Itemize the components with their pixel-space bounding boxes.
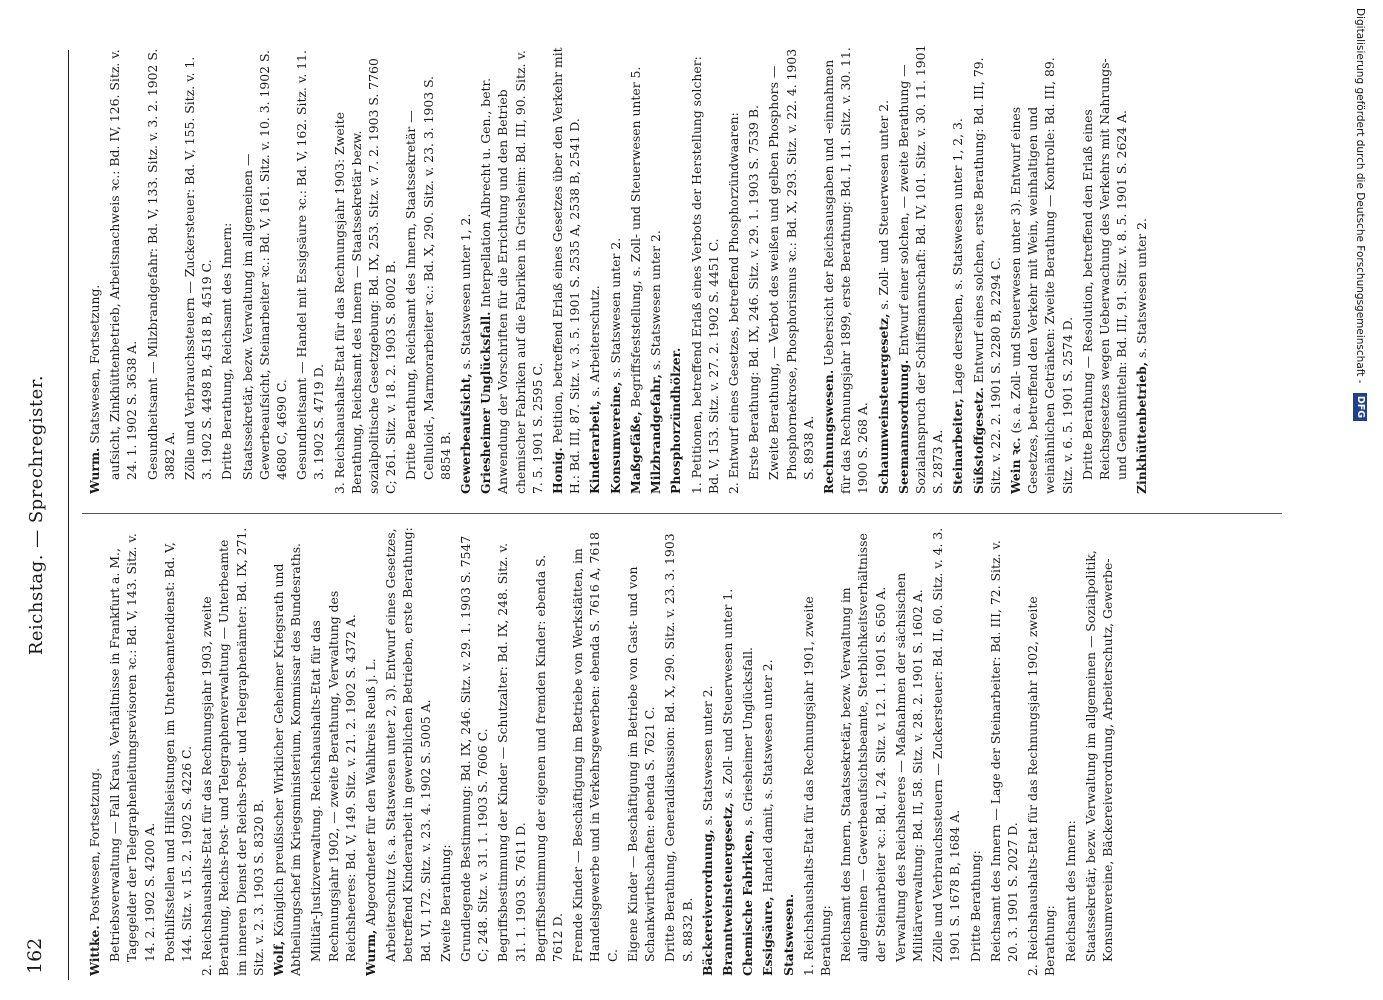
entry-text: Erste Berathung: Bd. IX, 246. Sitz. v. 29. 1. 1903 S. 7539 B. xyxy=(746,105,762,480)
register-entry xyxy=(382,526,434,976)
entry-heading: Maßgefäße, xyxy=(627,411,643,494)
register-entry xyxy=(624,526,658,976)
entry-text: 2. Reichshaushalts-Etat für das Rechnungsjahr 1903, zweite Berathung, Reichs-Post- und Telegraphenverwaltung — Unterbeamte im inneren Dienst der Reichs-Post- und Telegraphenämter: Bd. IX, 271. Sitz. v. 2. 3. 1903 S. 8320 B. xyxy=(199,527,266,976)
register-entry xyxy=(161,526,195,976)
register-entry xyxy=(688,44,722,494)
entry-heading: Schaumweinsteuergesetz, xyxy=(875,313,891,494)
register-entry xyxy=(895,44,947,494)
register-entry xyxy=(929,526,963,976)
entry-text: Gesundheitsamt — Milzbrandgefahr: Bd. V, 133. Sitz. v. 3. 2. 1902 S. 3882 A. xyxy=(144,48,177,480)
register-entry xyxy=(719,526,736,976)
register-entry xyxy=(647,44,664,494)
register-entry xyxy=(457,526,491,976)
entry-text: Reichsamt des Innern — Lage der Steinarbeiter: Bd. III, 72. Sitz. v. 20. 3. 1901 S. 2027 D. xyxy=(987,540,1020,962)
entry-heading: Wittke. xyxy=(87,925,102,976)
entry-text: Eigene Kinder — Beschäftigung im Betriebe von Gast- und von Schankwirthschaften: ebenda S. 7621 C. xyxy=(624,566,658,962)
entry-heading: Chemische Fabriken, xyxy=(740,829,756,976)
entry-text: Dritte Berathung, Reichsamt des Innern: xyxy=(219,222,235,480)
entry-text: s. Arbeiterschutz. xyxy=(587,285,603,397)
entry-heading: Kinderarbeit, xyxy=(587,400,603,494)
entry-text: 1. Reichshaushalts-Etat für das Rechnungsjahr 1901, zweite Berathung: xyxy=(800,596,833,976)
entry-heading: Wolf, xyxy=(271,940,287,976)
entry-text: Statswesen, Fortsetzung. xyxy=(87,284,102,444)
entry-text: Handel damit, s. Statswesen unter 2. xyxy=(760,659,776,893)
entry-heading: Honig. xyxy=(550,447,566,494)
entry-heading: Wurm. xyxy=(87,447,102,494)
entry-text: s. Zoll- und Steuerwesen unter 2. xyxy=(875,99,891,310)
side-note xyxy=(1350,8,1376,988)
register-entry xyxy=(293,44,327,494)
page-number: 162 xyxy=(24,937,46,974)
entry-text: aufsicht, Zinkhüttenbetrieb, Arbeitsnachweis ꝛc.: Bd. IV, 126. Sitz. v. 24. 1. 1902 S. 3638 A. xyxy=(107,49,140,480)
register-entry xyxy=(457,44,474,494)
register-entry xyxy=(106,44,140,494)
entry-text: Entwurf einer solchen, — zweite Berathung — Sozialanspruch der Schiffsmannschaft: Bd. IV, 101. Sitz. v. 30. 11. 1901 S. 2873 A. xyxy=(895,44,946,494)
entry-text: Reichsamt des Innern, Staatssekretär, bezw. Verwaltung im allgemeinen — Gewerbeaufsichtsbeamte, Sterblichkeitsverhältnisse der Steinarbeiter ꝛc.: Bd. I, 24. Sitz. v. 12. 1. 1901 S. 650 A. xyxy=(838,533,888,962)
entry-text: Begriffsbestimmung der Kinder — Schutzalter: Bd. IX, 248. Sitz. v. 31. 1. 1903 S. 7611 D. xyxy=(495,542,528,962)
entry-text: s. Statswesen unter 2. xyxy=(699,685,715,826)
entry-text: Begriffsfeststellung, s. Zoll- und Steuerwesen unter 5. xyxy=(627,66,643,408)
entry-heading: Zinkhüttenbetrieb, xyxy=(1134,361,1150,494)
register-entry xyxy=(607,44,624,494)
register-entry xyxy=(967,526,984,976)
entry-heading: Essigsäure, xyxy=(760,896,776,976)
register-entry xyxy=(739,526,756,976)
register-entry xyxy=(181,44,215,494)
entry-text: Dritte Berathung: xyxy=(967,850,983,962)
entry-heading: Griesheimer Unglücksfall. xyxy=(478,311,494,494)
entry-heading: Statswesen. xyxy=(780,893,796,976)
entry-text: Staatssekretär, bezw. Verwaltung im allgemeinen — Sozialpolitik, Konsumvereine, Bäckereiverordnung, Arbeiterschutz, Gewerbe- xyxy=(1082,550,1115,962)
entry-text: Staatssekretär, bezw. Verwaltung im allgemeinen — Gewerbeaufsicht, Steinarbeiter ꝛc.: Bd. V, 161. Sitz. v. 10. 3. 1902 S. 4680 C, 4690 C. xyxy=(239,50,290,480)
entry-text: Grundlegende Bestimmung: Bd. IX, 246. Sitz. v. 29. 1. 1903 S. 7547 C; 248. Sitz. v. 31. 1. 1903 S. 7606 C. xyxy=(458,535,491,962)
entry-text: Uebersicht der Reichsausgaben und -einnahmen für das Rechnungsjahr 1899, erste Berathung: Bd. I, 11. Sitz. v. 30. 11. 1900 S. 268 A. xyxy=(820,47,871,494)
left-column xyxy=(86,526,1366,976)
entry-text: Lage derselben, s. Statswesen unter 1, 2, 3. xyxy=(950,118,966,395)
register-entry xyxy=(549,44,583,494)
register-entry xyxy=(1079,44,1131,494)
entry-heading: Süßstoffgesetz. xyxy=(970,387,986,494)
register-entry xyxy=(437,526,454,976)
register-entry xyxy=(270,526,304,976)
entry-text: Betriebsverwaltung — Fall Kraus, Verhältnisse in Frankfurt a. M., Tagegelder der Telegraphenleitungsrevisoren ꝛc.: Bd. V, 143. Sitz. v. 14. 2. 1902 S. 4200 A. xyxy=(107,533,157,962)
entry-text: Zölle und Verbrauchssteuern — Zuckersteuer: Bd. II, 60. Sitz. v. 4. 3. 1901 S. 1678 B, 1684 A. xyxy=(930,527,963,962)
register-entry xyxy=(627,44,644,494)
entry-text: Interpellation Albrecht u. Gen., betr. Anwendung der Vorschriften für die Errichtung und den Betrieb chemischer Fabriken auf die Fabriken in Griesheim: Bd. III, 90. Sitz. v. 7. 5. 1901 S. 2595 C. xyxy=(478,50,545,494)
dfg-logo: DFG xyxy=(1353,393,1367,421)
entry-text: Postwesen, Fortsetzung. xyxy=(87,767,102,922)
register-entry xyxy=(875,44,892,494)
register-entry xyxy=(780,526,797,976)
register-entry xyxy=(970,44,1004,494)
register-entry xyxy=(477,44,546,494)
entry-text: Abgeordneter für den Wahlkreis Reuß j. L. xyxy=(363,658,379,926)
entry-heading: Rechnungswesen. xyxy=(820,369,836,494)
register-entry xyxy=(661,526,695,976)
register-entry xyxy=(1024,526,1058,976)
entry-text: s. Statswesen unter 2. xyxy=(607,237,623,378)
register-entry xyxy=(759,526,776,976)
entry-text: s. Zoll- und Steuerwesen unter 1. xyxy=(719,588,735,799)
register-entry xyxy=(569,526,621,976)
register-entry xyxy=(820,44,872,494)
entry-text: Zweite Berathung, — Verbot des weißen und gelben Phosphors — Phosphornekrose, Phosphorismus ꝛc.: Bd. X, 293. Sitz. v. 22. 4. 1903 S. 8938 A. xyxy=(766,48,816,480)
funding-note: Digitalisierung gefördert durch die Deutsche Forschungsgemeinschaft - xyxy=(1354,8,1366,384)
running-head: Reichstag. — Sprechregister. xyxy=(26,374,47,656)
register-entry xyxy=(800,526,834,976)
entry-text: Dritte Berathung, Generaldiskussion: Bd. X, 290. Sitz. v. 23. 3. 1903 S. 8832 B. xyxy=(662,533,695,962)
register-entry xyxy=(218,44,235,494)
register-entry xyxy=(144,44,178,494)
entry-text: s. Statswesen unter 2. xyxy=(1134,218,1150,358)
entry-heading: Branntweinsteuergesetz, xyxy=(719,802,735,976)
entry-text: 3. Reichshaushalts-Etat für das Rechnungsjahr 1903: Zweite Berathung, Reichsamt des Innern — Staatssekretär bezw. sozialpolitische Gesetzgebung: Bd. IX, 253. Sitz. v. 7. 2. 1903 S. 7760 C; 261. Sitz. v. 18. 2. 1903 S. 8002 B. xyxy=(331,58,399,494)
page-header xyxy=(12,50,69,980)
entry-text: Militär-Justizverwaltung. Reichshaushalts-Etat für das Rechnungsjahr 1902, — zweite Berathung, Verwaltung des Reichsheeres: Bd. V, 149. Sitz. v. 21. 2. 1902 S. 4372 A. xyxy=(308,590,358,962)
register-entry xyxy=(725,44,742,494)
register-entry xyxy=(86,526,103,976)
entry-heading: Gewerbeaufsicht, xyxy=(458,373,474,494)
register-entry xyxy=(837,526,889,976)
entry-text: Posthilfsstellen und Hilfsleistungen im Unterbeamtendienst: Bd. V, 144. Sitz. v. 15. 2. 1902 S. 4226 C. xyxy=(161,542,195,962)
register-entry xyxy=(949,44,966,494)
entry-heading: Wein ꝛc. xyxy=(1007,437,1023,494)
entry-text: Zweite Berathung: xyxy=(437,844,453,962)
entry-text: Fremde Kinder — Beschäftigung im Betriebe von Werkstätten, im Handelsgewerbe und in Verkehrsgewerben: ebenda S. 7616 A, 7618 C. xyxy=(570,531,620,962)
entry-text: Gesundheitsamt — Handel mit Essigsäure ꝛc.: Bd. V, 162. Sitz. v. 11. 3. 1902 S. 4719 D. xyxy=(294,50,327,480)
entry-text: 1. Petitionen, betreffend Erlaß eines Verbots der Herstellung solcher: Bd. V, 153. Sitz. v. 27. 2. 1902 S. 4451 C. xyxy=(688,56,721,494)
entry-heading: Seemannsordnung. xyxy=(895,359,911,494)
register-entry xyxy=(699,526,716,976)
register-entry xyxy=(667,44,684,494)
entry-text: Arbeiterschutz (s. a. Statswesen unter 2, 3). Entwurf eines Gesetzes, betreffend Kinderarbeit in gewerblichen Betrieben, erste Berathung: Bd. VI, 172. Sitz. v. 23. 4. 1902 S. 5005 A. xyxy=(383,527,433,962)
register-entry xyxy=(1082,526,1116,976)
register-entry xyxy=(745,44,762,494)
entry-heading: Bäckereiverordnung, xyxy=(699,829,715,976)
entry-heading: Konsumvereine, xyxy=(607,381,623,494)
entry-heading: Phosphorzündhölzer. xyxy=(668,347,684,494)
register-entry xyxy=(307,526,359,976)
entry-text: Dritte Berathung, Reichsamt des Innern, Staatssekretär — Celluloid-, Marmorarbeiter ꝛc.: Bd. X, 290. Sitz. v. 23. 3. 1903 S. 8854 B. xyxy=(403,75,453,480)
entry-text: Begriffsbestimmung der eigenen und fremden Kinder: ebenda S. 7612 D. xyxy=(532,554,566,962)
register-entry xyxy=(765,44,817,494)
register-entry xyxy=(892,526,926,976)
entry-text: Petition, betreffend Erlaß eines Gesetzes über den Verkehr mit H.: Bd. III, 87. Sitz. v. 3. 5. 1901 S. 2535 A, 2538 B, 2541 D. xyxy=(550,47,583,494)
register-entry xyxy=(1062,526,1079,976)
register-entry xyxy=(86,44,103,494)
entry-heading: Milzbrandgefahr, xyxy=(648,374,664,494)
register-entry xyxy=(106,526,158,976)
entry-text: Verwaltung des Reichsheeres — Maßnahmen der sächsischen Militärverwaltung: Bd. II, 58. Sitz. v. 28. 2. 1901 S. 1602 A. xyxy=(892,572,925,962)
entry-text: Entwurf eines solchen, erste Berathung: Bd. III, 79. Sitz. v. 22. 2. 1901 S. 2280 B, 2294 C. xyxy=(970,57,1003,494)
side-note-text xyxy=(1346,8,1372,988)
right-column xyxy=(86,44,1366,494)
entry-heading: Wurm, xyxy=(363,929,379,976)
register-entry xyxy=(987,526,1021,976)
entry-text: s. Statswesen unter 1, 2. xyxy=(458,213,474,370)
entry-text: Dritte Berathung — Resolution, betreffend den Erlaß eines Reichsgesetzes wegen Ueberwachung des Verkehrs mit Nahrungs- und Genußmitteln: Bd. III, 91. Sitz. v. 8. 5. 1901 S. 2624 A. xyxy=(1079,58,1130,480)
register-entry xyxy=(1133,44,1150,494)
entry-text: s. Statswesen unter 2. xyxy=(648,230,664,371)
entry-text: s. Griesheimer Unglücksfall. xyxy=(740,647,756,826)
entry-text: Reichsamt des Innern: xyxy=(1062,820,1078,962)
register-entry xyxy=(586,44,603,494)
register-entry xyxy=(331,44,400,494)
entry-text: 2. Entwurf eines Gesetzes, betreffend Phosphorzündwaaren: xyxy=(725,112,741,494)
register-entry xyxy=(239,44,291,494)
register-entry xyxy=(362,526,379,976)
register-entry xyxy=(1007,44,1076,494)
column-divider xyxy=(82,513,1282,514)
entry-heading: Steinarbeiter, xyxy=(950,398,966,494)
entry-text: (s. a. Zoll- und Steuerwesen unter 3). Entwurf eines Gesetzes, betreffend den Verkehr mit Wein, weinhaltigen und weinähnlichen Getränken: Zweite Berathung — Kontrolle: Bd. III, 89. Sitz. v. 6. 5. 1901 S. 2574 D. xyxy=(1007,57,1075,494)
entry-text: Königlich preußischer Wirklicher Geheimer Kriegsrath und Abtheilungschef im Kriegsministerium, Kommissar des Bundesraths. xyxy=(271,543,304,976)
register-entry xyxy=(532,526,566,976)
entry-text: 2. Reichshaushalts-Etat für das Rechnungsjahr 1902, zweite Berathung: xyxy=(1025,596,1058,976)
register-entry xyxy=(494,526,528,976)
register-entry xyxy=(402,44,454,494)
entry-text: Zölle und Verbrauchssteuern — Zuckersteuer: Bd. V, 155. Sitz. v. 1. 3. 1902 S. 4498 B, 4518 B, 4519 C. xyxy=(182,56,215,480)
register-entry xyxy=(198,526,267,976)
